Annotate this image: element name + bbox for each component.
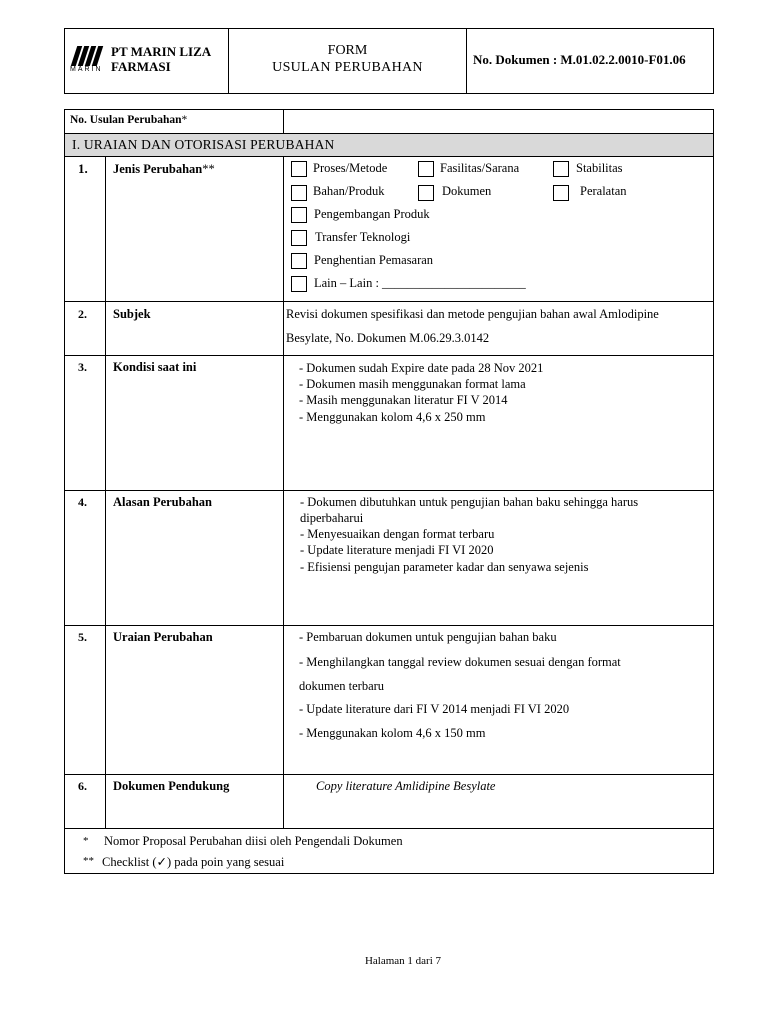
checkbox-peralatan[interactable]	[553, 185, 569, 201]
list-item: - Update literature menjadi FI VI 2020	[300, 543, 494, 557]
option-fasilitas-sarana: Fasilitas/Sarana	[440, 161, 520, 175]
page-number: Halaman 1 dari 7	[364, 955, 442, 967]
option-pengembangan-produk: Pengembangan Produk	[314, 207, 430, 221]
dokumen-pendukung-label: Dokumen Pendukung	[113, 779, 230, 793]
logo-text: MARIN	[70, 66, 103, 73]
company-logo	[70, 44, 106, 76]
note-mark-1: *	[83, 835, 89, 847]
checkbox-transfer-teknologi[interactable]	[291, 230, 307, 246]
kondisi-label: Kondisi saat ini	[113, 360, 197, 374]
option-dokumen: Dokumen	[442, 184, 492, 198]
option-peralatan: Peralatan	[580, 184, 627, 198]
checkbox-proses-metode[interactable]	[291, 161, 307, 177]
row-number: 1.	[78, 161, 88, 176]
option-transfer-teknologi: Transfer Teknologi	[315, 230, 411, 244]
note-text-2: Checklist (✓) pada poin yang sesuai	[102, 855, 285, 869]
list-item: - Menyesuaikan dengan format terbaru	[300, 527, 495, 541]
form-title-line2: USULAN PERUBAHAN	[272, 60, 423, 75]
list-item: - Update literature dari FI V 2014 menjadi FI VI 2020	[299, 702, 570, 716]
checkbox-pengembangan-produk[interactable]	[291, 207, 307, 223]
row-number: 4.	[78, 495, 87, 509]
checkbox-fasilitas-sarana[interactable]	[418, 161, 434, 177]
company-name-line2: FARMASI	[111, 59, 171, 74]
note-text-1: Nomor Proposal Perubahan diisi oleh Pengendali Dokumen	[104, 834, 403, 848]
row-number: 5.	[78, 630, 87, 644]
list-item: - Menghilangkan tanggal review dokumen sesuai dengan format	[299, 655, 621, 669]
list-item: - Dokumen masih menggunakan format lama	[299, 377, 526, 391]
jenis-perubahan-label: Jenis Perubahan**	[113, 162, 215, 176]
list-item: diperbaharui	[300, 511, 364, 525]
checkbox-dokumen[interactable]	[418, 185, 434, 201]
checkbox-bahan-produk[interactable]	[291, 185, 307, 201]
option-stabilitas: Stabilitas	[576, 161, 623, 175]
subjek-line1: Revisi dokumen spesifikasi dan metode pengujian bahan awal Amlodipine	[286, 307, 659, 321]
usulan-value-field[interactable]	[285, 110, 712, 132]
row-number: 3.	[78, 360, 87, 374]
company-name-line1: PT MARIN LIZA	[111, 44, 212, 59]
checkbox-penghentian-pemasaran[interactable]	[291, 253, 307, 269]
row-number: 6.	[78, 779, 87, 793]
option-bahan-produk: Bahan/Produk	[313, 184, 385, 198]
list-item: - Efisiensi pengujan parameter kadar dan senyawa sejenis	[300, 560, 589, 574]
list-item: - Menggunakan kolom 4,6 x 150 mm	[299, 726, 486, 740]
list-item: - Dokumen sudah Expire date pada 28 Nov 2021	[299, 361, 544, 375]
list-item: dokumen terbaru	[299, 679, 385, 693]
uraian-label: Uraian Perubahan	[113, 630, 213, 644]
section-title: I. URAIAN DAN OTORISASI PERUBAHAN	[72, 137, 335, 152]
option-proses-metode: Proses/Metode	[313, 161, 388, 175]
option-lain-lain: Lain – Lain : _______________________	[314, 276, 526, 290]
list-item: - Masih menggunakan literatur FI V 2014	[299, 393, 508, 407]
note-mark-2: **	[83, 855, 94, 867]
checkbox-stabilitas[interactable]	[553, 161, 569, 177]
document-number: No. Dokumen : M.01.02.2.0010-F01.06	[473, 52, 686, 67]
checkbox-lain-lain[interactable]	[291, 276, 307, 292]
form-title-line1: FORM	[327, 43, 368, 58]
subjek-label: Subjek	[113, 307, 151, 321]
subjek-line2: Besylate, No. Dokumen M.06.29.3.0142	[286, 331, 490, 345]
list-item: - Dokumen dibutuhkan untuk pengujian bahan baku sehingga harus	[300, 495, 639, 509]
row-number: 2.	[78, 307, 87, 321]
list-item: - Pembaruan dokumen untuk pengujian bahan baku	[299, 630, 557, 644]
list-item: - Menggunakan kolom 4,6 x 250 mm	[299, 410, 486, 424]
dokumen-pendukung-value: Copy literature Amlidipine Besylate	[316, 779, 496, 793]
option-penghentian-pemasaran: Penghentian Pemasaran	[314, 253, 434, 267]
alasan-label: Alasan Perubahan	[113, 495, 212, 509]
usulan-label: No. Usulan Perubahan*	[70, 114, 188, 126]
